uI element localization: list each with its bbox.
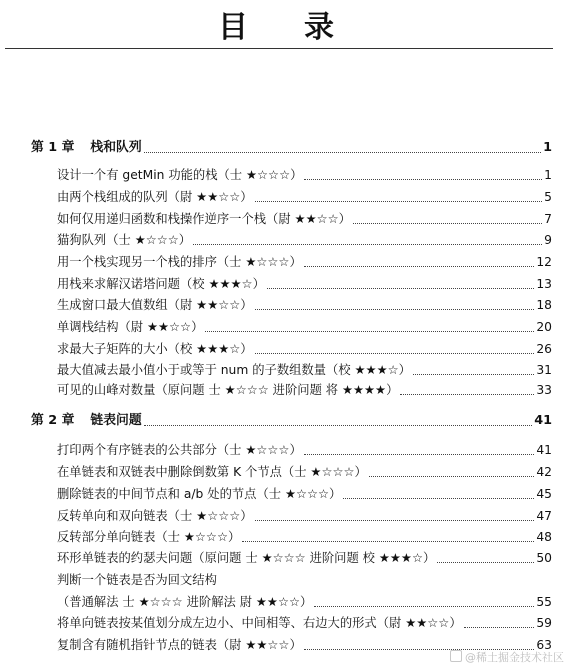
page-number: 31 bbox=[536, 363, 552, 377]
page-number: 47 bbox=[536, 509, 552, 523]
toc-entry[interactable] bbox=[0, 548, 570, 566]
chapter-title: 栈和队列 bbox=[90, 140, 142, 155]
leader-dots bbox=[413, 373, 534, 375]
toc-entry[interactable] bbox=[0, 230, 570, 248]
entry-title: 生成窗口最大值数组（尉 ★★☆☆） bbox=[57, 298, 253, 312]
leader-dots bbox=[314, 605, 534, 607]
chapter-heading[interactable] bbox=[0, 138, 570, 156]
watermark-text: @稀土掘金技术社区 bbox=[465, 651, 564, 664]
entry-title: 将单向链表按某值划分成左边小、中间相等、右边大的形式（尉 ★★☆☆） bbox=[57, 616, 462, 630]
chapter-number: 第 1 章 bbox=[31, 140, 75, 155]
page-number: 7 bbox=[544, 212, 552, 226]
page-number: 5 bbox=[544, 190, 552, 204]
page-number: 26 bbox=[536, 342, 552, 356]
leader-dots bbox=[205, 330, 534, 332]
title-char-1: 目 bbox=[218, 10, 248, 45]
entry-title: 用一个栈实现另一个栈的排序（士 ★☆☆☆） bbox=[57, 255, 302, 269]
toc-entry[interactable] bbox=[0, 295, 570, 313]
page-number: 1 bbox=[543, 140, 552, 155]
entry-title: 反转单向和双向链表（士 ★☆☆☆） bbox=[57, 509, 253, 523]
leader-dots bbox=[369, 475, 535, 477]
entry-title: 判断一个链表是否为回文结构 bbox=[57, 573, 217, 587]
entry-title: 删除链表的中间节点和 a/b 处的节点（士 ★☆☆☆） bbox=[57, 487, 342, 501]
toc-entry[interactable] bbox=[0, 209, 570, 227]
leader-dots bbox=[255, 200, 543, 202]
chapter-heading[interactable] bbox=[0, 411, 570, 429]
entry-title: 打印两个有序链表的公共部分（士 ★☆☆☆） bbox=[57, 443, 302, 457]
page-number: 41 bbox=[536, 443, 552, 457]
watermark bbox=[450, 649, 564, 665]
entry-title: 单调栈结构（尉 ★★☆☆） bbox=[57, 320, 204, 334]
leader-dots bbox=[255, 519, 535, 521]
toc-entry[interactable] bbox=[0, 360, 570, 378]
toc-entry[interactable] bbox=[0, 165, 570, 183]
entry-title: 用栈来求解汉诺塔问题（校 ★★★☆） bbox=[57, 277, 265, 291]
toc-entry[interactable] bbox=[0, 317, 570, 335]
leader-dots bbox=[255, 352, 535, 354]
leader-dots bbox=[304, 265, 535, 267]
page-number: 55 bbox=[536, 595, 552, 609]
entry-title: 在单链表和双链表中删除倒数第 K 个节点（士 ★☆☆☆） bbox=[57, 465, 367, 479]
leader-dots bbox=[144, 151, 541, 153]
leader-dots bbox=[353, 222, 542, 224]
page-number: 50 bbox=[536, 551, 552, 565]
chapter-title: 链表问题 bbox=[90, 413, 142, 428]
toc-entry[interactable] bbox=[0, 380, 570, 398]
entry-title: 反转部分单向链表（士 ★☆☆☆） bbox=[57, 530, 241, 544]
toc-entry[interactable] bbox=[0, 339, 570, 357]
toc-entry[interactable] bbox=[0, 252, 570, 270]
entry-title: （普通解法 士 ★☆☆☆ 进阶解法 尉 ★★☆☆） bbox=[57, 595, 313, 609]
leader-dots bbox=[464, 626, 535, 628]
entry-title: 如何仅用递归函数和栈操作逆序一个栈（尉 ★★☆☆） bbox=[57, 212, 351, 226]
leader-dots bbox=[267, 287, 534, 289]
entry-title: 求最大子矩阵的大小（校 ★★★☆） bbox=[57, 342, 253, 356]
leader-dots bbox=[242, 540, 534, 542]
toc-entry[interactable] bbox=[0, 187, 570, 205]
page-number: 48 bbox=[536, 530, 552, 544]
leader-dots bbox=[304, 178, 542, 180]
page-number: 12 bbox=[536, 255, 552, 269]
page-number: 63 bbox=[536, 638, 552, 652]
leader-dots bbox=[400, 393, 534, 395]
toc-entry[interactable] bbox=[0, 506, 570, 524]
toc-entry[interactable] bbox=[0, 592, 570, 610]
page-number: 18 bbox=[536, 298, 552, 312]
entry-title: 猫狗队列（士 ★☆☆☆） bbox=[57, 233, 192, 247]
toc-entry[interactable] bbox=[0, 440, 570, 458]
page-number: 9 bbox=[544, 233, 552, 247]
leader-dots bbox=[144, 424, 533, 426]
entry-title: 复制含有随机指针节点的链表（尉 ★★☆☆） bbox=[57, 638, 302, 652]
leader-dots bbox=[255, 308, 535, 310]
page-number: 42 bbox=[536, 465, 552, 479]
leader-dots bbox=[304, 453, 535, 455]
page-number: 33 bbox=[536, 383, 552, 397]
page-number: 13 bbox=[536, 277, 552, 291]
page-number: 45 bbox=[536, 487, 552, 501]
entry-title: 设计一个有 getMin 功能的栈（士 ★☆☆☆） bbox=[57, 168, 303, 182]
title-divider bbox=[5, 48, 553, 49]
toc-entry[interactable] bbox=[0, 570, 570, 588]
toc-entry[interactable] bbox=[0, 484, 570, 502]
toc-entry[interactable] bbox=[0, 462, 570, 480]
entry-title: 由两个栈组成的队列（尉 ★★☆☆） bbox=[57, 190, 253, 204]
leader-dots bbox=[193, 243, 542, 245]
entry-title: 环形单链表的约瑟夫问题（原问题 士 ★☆☆☆ 进阶问题 校 ★★★☆） bbox=[57, 551, 436, 565]
page-number: 1 bbox=[544, 168, 552, 182]
toc-entry[interactable] bbox=[0, 274, 570, 292]
page-number: 41 bbox=[534, 413, 552, 428]
brand-icon bbox=[450, 650, 462, 662]
leader-dots bbox=[343, 497, 534, 499]
chapter-number: 第 2 章 bbox=[31, 413, 75, 428]
toc-entry[interactable] bbox=[0, 527, 570, 545]
toc-entry[interactable] bbox=[0, 613, 570, 631]
entry-title: 最大值减去最小值小于或等于 num 的子数组数量（校 ★★★☆） bbox=[57, 363, 411, 377]
leader-dots bbox=[437, 561, 534, 563]
entry-title: 可见的山峰对数量（原问题 士 ★☆☆☆ 进阶问题 将 ★★★★） bbox=[57, 383, 399, 397]
title-char-2: 录 bbox=[304, 10, 334, 45]
page-number: 59 bbox=[536, 616, 552, 630]
page-number: 20 bbox=[536, 320, 552, 334]
